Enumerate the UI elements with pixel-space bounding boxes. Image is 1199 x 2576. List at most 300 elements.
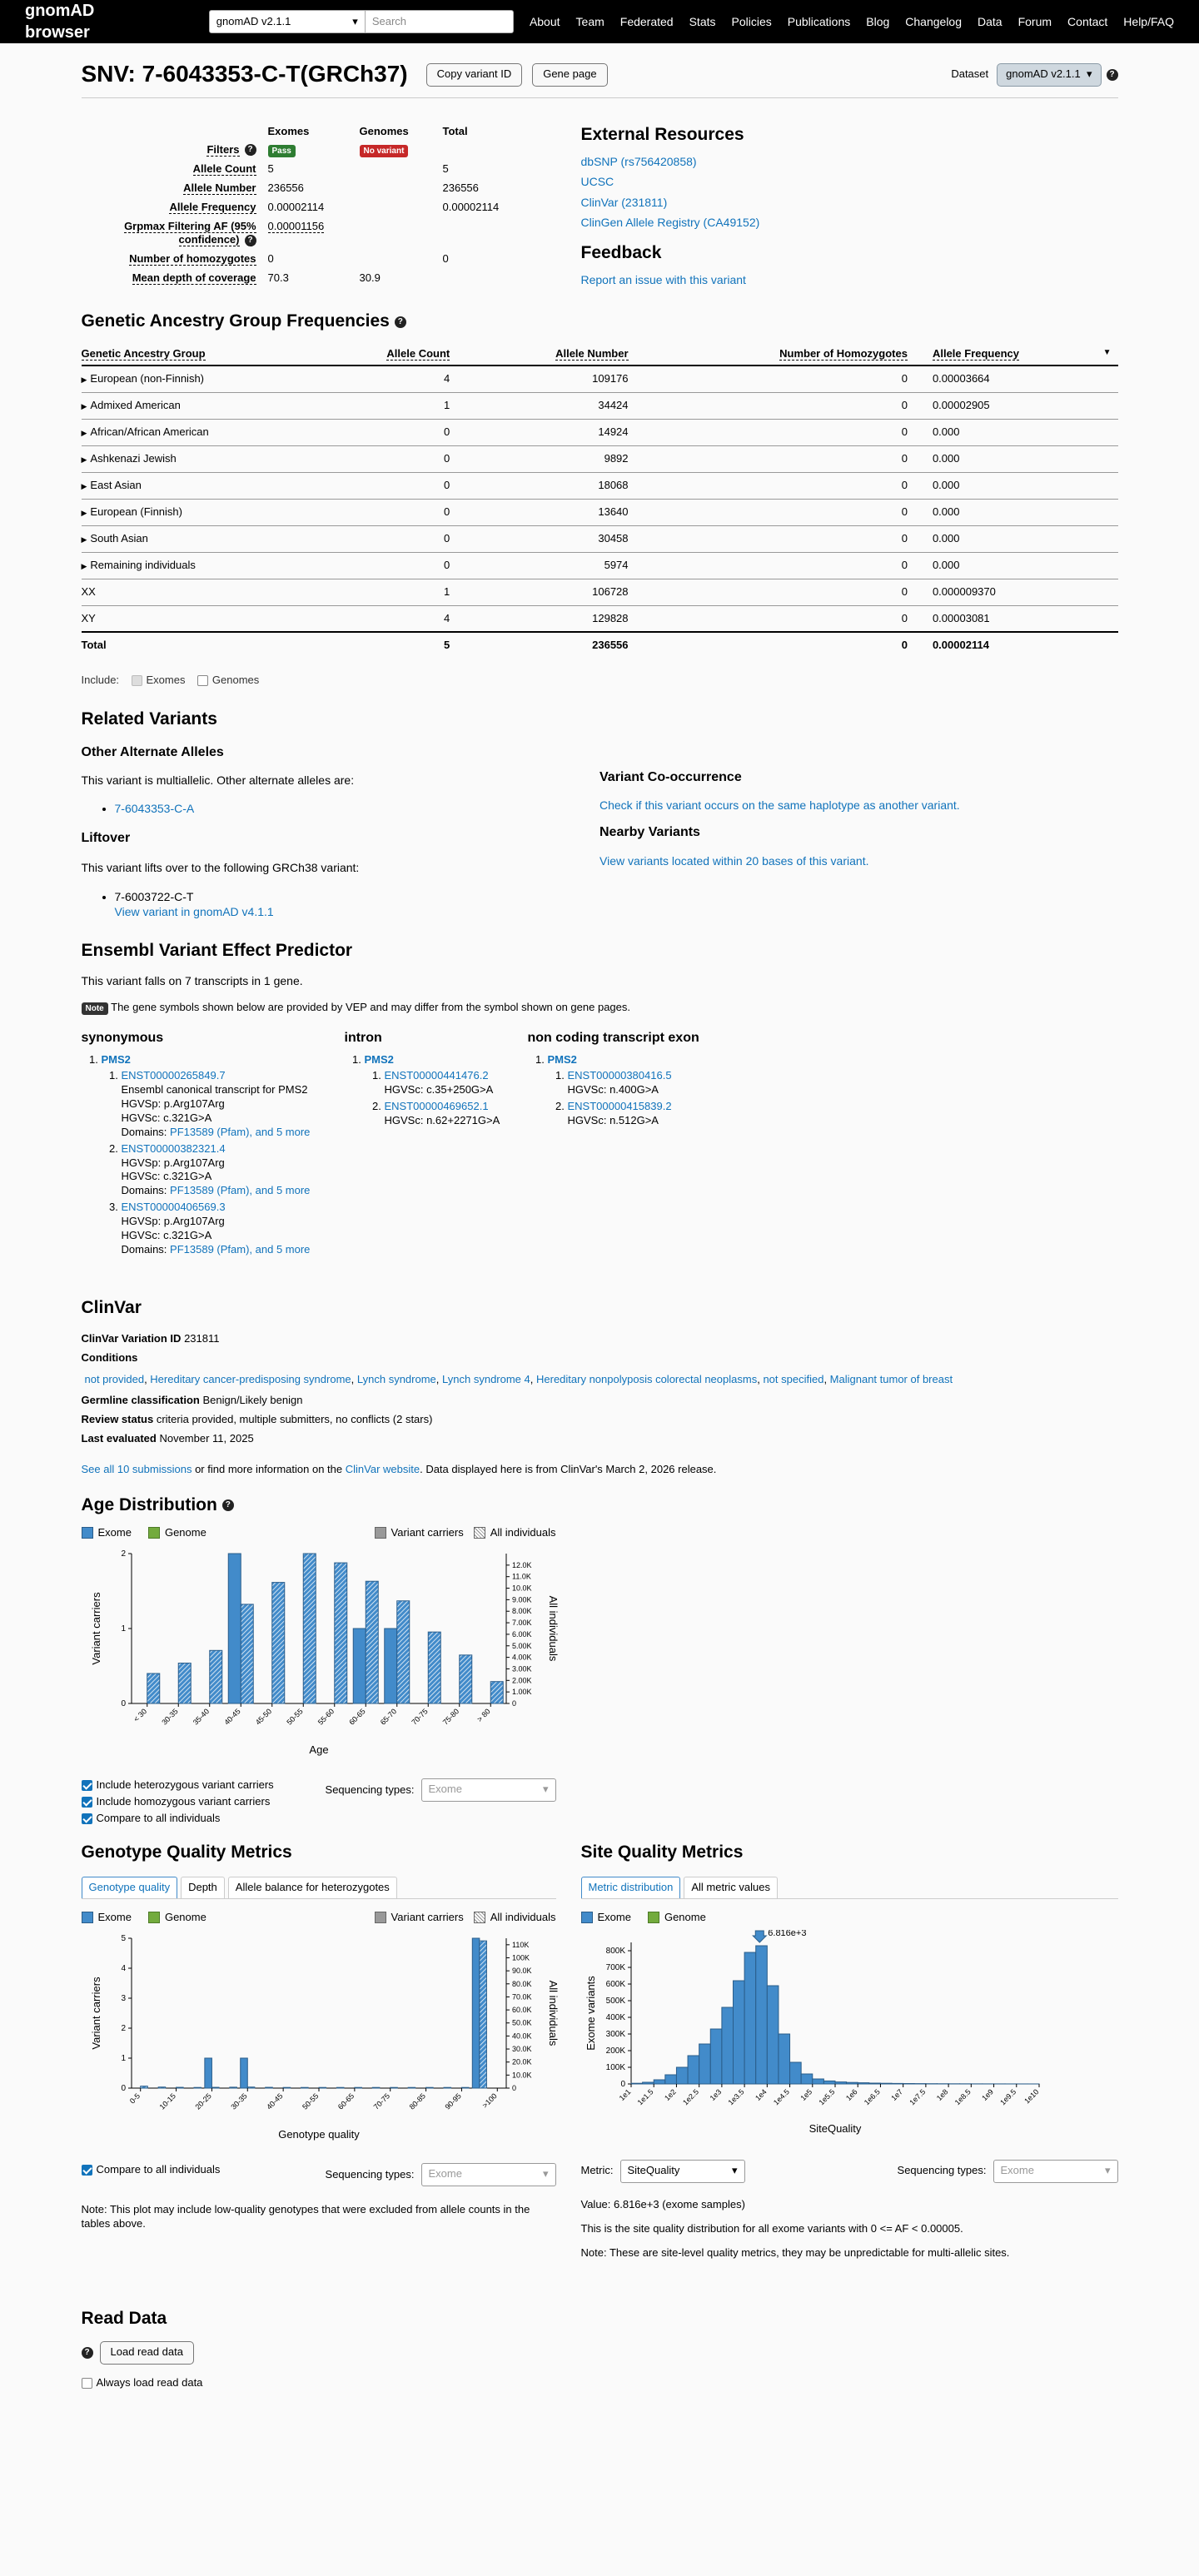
y2-tick-label: 30.0K [511,2044,532,2053]
y2-tick-label: 50.0K [511,2018,532,2027]
x-tick-label: 1e6.5 [862,2087,882,2107]
x-axis-label: Age [308,1743,329,1756]
x-tick-label: 1e2.5 [680,2087,700,2107]
table-row[interactable]: ▶ European (Finnish) 0 13640 0 0.000 [82,499,1118,525]
gq-compare-all-checkbox[interactable] [82,2165,92,2176]
y-axis-label: Variant carriers [89,1977,102,2050]
report-issue-link[interactable]: Report an issue with this variant [580,273,746,287]
expand-icon[interactable]: ▶ [81,561,87,570]
y-tick-label: 5 [120,1933,126,1943]
table-row: XX 1 106728 0 0.000009370 [82,579,1118,605]
condition-link[interactable]: Lynch syndrome 4 [442,1372,530,1385]
help-icon[interactable]: ? [82,2347,93,2359]
y2-tick-label: 70.0K [511,1992,532,2002]
all-individuals-bar [334,1563,346,1703]
condition-link[interactable]: Malignant tumor of breast [829,1372,953,1385]
related-variants: Related Variants Other Alternate Alleles This variant is multiallelic. Other alternate alleles are: • 7-6043353-C-A Liftover This variant lifts over to the following GRCh38 variant: • 7-6003722-C-T View variant in gnomAD v4.1.1 Variant Co-occurrence Check if this variant occurs on the same haplotype as another variant. Nearby Variants View variants located within 20 bases of this variant. [82,708,1118,919]
x-tick-label: 20-25 [192,2091,213,2111]
all-individuals-bar [390,2087,397,2088]
all-individuals-bar [178,1663,191,1703]
x-tick-label: 1e7 [888,2087,904,2102]
sq-bar [654,2080,665,2084]
sq-bar [892,2083,903,2084]
freq-row: Grpmax Filtering AF (95% confidence) ? 0.00001156 [124,219,325,246]
y-tick-label: 400K [605,2012,625,2022]
x-tick-label: 1e4.5 [771,2087,791,2107]
transcript-item: 1. ENST00000265849.7 Ensembl canonical transcript for PMS2 HGVSp: p.Arg107Arg HGVSc: c.321G>A Domains: PF13589 (Pfam), and 5 more [122,1069,345,1139]
all-individuals-bar [396,1600,409,1703]
x-tick-label: 90-95 [442,2091,463,2111]
sq-bar [733,1981,744,2084]
all-individuals-bar [283,2087,291,2088]
domains-link[interactable]: PF13589 (Pfam), and 5 more [170,1184,311,1197]
expand-icon[interactable]: ▶ [81,508,87,517]
gene-link[interactable]: PMS2 [101,1053,131,1067]
sq-bar [664,2075,676,2084]
note-badge: Note [82,1002,108,1015]
all-individuals-bar [301,2087,308,2088]
help-icon[interactable]: ? [1107,69,1118,81]
x-tick-label: < 30 [132,1707,148,1723]
freq-row: Allele Frequency 0.00002114 0.00002114 [169,200,500,213]
legend-exome-swatch[interactable] [581,1912,593,1923]
y2-tick-label: 9.00K [511,1595,532,1604]
all-individuals-bar [461,2087,469,2088]
help-icon[interactable]: ? [245,144,256,156]
clinvar-website-link[interactable]: ClinVar website [345,1462,420,1475]
y2-axis-label: All individuals [546,1595,560,1662]
sq-bar [710,2029,722,2084]
all-individuals-bar [241,1604,253,1703]
all-individuals-bar [140,2086,147,2087]
table-row[interactable]: ▶ European (non-Finnish) 4 109176 0 0.00003664 [82,366,1118,392]
legend-all-swatch[interactable] [474,1912,485,1923]
all-individuals-bar [319,2087,326,2088]
y2-axis-label: All individuals [546,1980,560,2046]
gene-link[interactable]: PMS2 [364,1053,394,1067]
clinvar-section: ClinVar ClinVar Variation ID 231811 Conditions not provided, Hereditary cancer-predisposing syndrome, Lynch syndrome, Lynch syndrome 4, Hereditary nonpolyposis colorectal neoplasms, not specified, Malignant tumor of breast Germline classification Benign/Likely benign Review status criteria provided, multiple submitters, no conflicts (2 stars) Last evaluated November 11, 2025 See all 10 submissions or find more information on the ClinVar website. Data displayed here is from ClinVar's March 2, 2026 release. [81,1297,953,1475]
x-tick-label: 30-35 [159,1707,180,1727]
y2-tick-label: 40.0K [511,2031,532,2041]
y-tick-label: 800K [605,1946,625,1956]
sort-desc-icon: ▼ [1102,348,1112,358]
ancestry-table [82,344,1118,659]
carrier-bar [353,1629,366,1703]
y-tick-label: 0 [120,2083,126,2093]
x-tick-label: 60-65 [346,1707,367,1727]
transcript-link[interactable]: ENST00000382321.4 [121,1141,226,1155]
legend-exome-swatch[interactable] [82,1527,93,1539]
table-row[interactable]: ▶ South Asian 0 30458 0 0.000 [82,525,1118,552]
page-header [82,43,1118,98]
sq-bar [642,2082,654,2084]
het-carriers-checkbox[interactable] [82,1780,92,1791]
age-chart [82,1545,581,1770]
top-nav [0,0,1199,43]
nav-link-changelog[interactable]: Changelog [905,14,963,28]
always-load-checkbox[interactable] [82,2378,92,2389]
y2-tick-label: 3.00K [511,1664,532,1673]
expand-icon[interactable]: ▶ [81,401,87,410]
x-tick-label: 1e9 [979,2087,995,2102]
brand-logo[interactable]: gnomAD browser [25,2,95,42]
help-icon[interactable]: ? [245,235,256,246]
y2-tick-label: 60.0K [511,2005,532,2014]
ancestry-section: Genetic Ancestry Group Frequencies ? Genetic Ancestry Group Allele Count Allele Number Number of Homozygotes Allele Frequency ▼ ▶ European (non-Finnish) 4 109176 0 0.00003664 ▶ Admixed American 1 34424 0 0.00002905 ▶ African/African American 0 14924 0 0.000 ▶ Ashkenazi Jewish 0 9892 0 0.000 ▶ East Asian 0 18068 0 0.000 ▶ European (Finnish) 0 13640 0 0.000 ▶ South Asian 0 30458 0 0.000 ▶ Remaining individuals 0 5974 0 0.000 XX 1 106728 0 0.000009370 XY 4 129828 0 0.00003081 Total 5 236556 0 0.00002114 Include: Exomes Genomes [82,310,1118,688]
legend-all-swatch[interactable] [474,1527,485,1539]
x-tick-label: 70-75 [409,1707,430,1727]
freq-row: Allele Number 236556 236556 [183,181,479,194]
see-all-submissions-link[interactable]: See all 10 submissions [81,1462,192,1475]
sq-tab[interactable]: Metric distribution [581,1877,681,1898]
y-tick-label: 2 [120,2023,126,2033]
y-tick-label: 300K [605,2029,625,2039]
gene-link[interactable]: PMS2 [547,1053,577,1067]
y-tick-label: 500K [605,1996,625,2006]
transcript-link[interactable]: ENST00000441476.2 [384,1069,489,1082]
legend-genome-swatch[interactable] [648,1912,659,1923]
expand-icon[interactable]: ▶ [81,428,87,437]
genotype-quality-chart [82,1930,581,2155]
all-individuals-bar [271,1582,284,1703]
condition-link[interactable]: not specified [763,1372,824,1385]
vep-section: Ensembl Variant Effect Predictor This variant falls on 7 transcripts in 1 gene. Note The gene symbols shown below are provided by VEP and may differ from the symbol shown on gene pages. synonymous 1. PMS2 1. ENST00000265849.7 Ensembl canonical transcript for PMS2 HGVSp: p.Arg107Arg HGVSc: c.321G>A Domains: PF13589 (Pfam), and 5 more 2. ENST00000382321.4 HGVSp: p.Arg107Arg HGVSc: c.321G>A Domains: PF13589 (Pfam), and 5 more 3. ENST00000406569.3 HGVSp: p.Arg107Arg HGVSc: c.321G>A Domains: PF13589 (Pfam), and 5 more intron 1. PMS2 1. ENST00000441476.2 HGVSc: c.35+250G>A 2. ENST00000469652.1 HGVSc: n.62+2271G>A non coding transcript exon 1. PMS2 1. ENST00000380416.5 HGVSc: n.400G>A 2. ENST00000415839.2 HGVSc: n.512G>A [82,939,1118,1260]
y2-tick-label: 90.0K [511,1966,532,1975]
x-tick-label: 1e8.5 [953,2087,973,2107]
all-individuals-bar [229,2087,236,2088]
all-individuals-bar [428,1632,440,1703]
help-icon[interactable]: ? [395,316,406,328]
all-individuals-bar [336,2087,344,2088]
compare-all-checkbox[interactable] [82,1813,92,1824]
sq-bar [767,1986,779,2084]
y2-tick-label: 12.0K [511,1560,532,1569]
y-tick-label: 600K [605,1979,625,1989]
metric-select[interactable]: SiteQuality ▾ [620,2160,745,2183]
gq-sequencing-select[interactable]: Exome ▾ [421,2163,556,2186]
nav-link-team[interactable]: Team [575,14,604,28]
y2-tick-label: 0 [511,1698,516,1708]
y-tick-label: 2 [120,1549,126,1559]
x-tick-label: 1e9.5 [998,2087,1017,2107]
y-tick-label: 3 [120,1993,126,2003]
all-individuals-bar [211,2087,219,2088]
sq-bar [631,2083,643,2084]
nav-link-about[interactable]: About [529,14,560,28]
condition-link[interactable]: not provided [84,1372,145,1385]
pass-badge: Pass [268,145,296,157]
nav-link-policies[interactable]: Policies [731,14,772,28]
domains-link[interactable]: PF13589 (Pfam), and 5 more [170,1242,311,1256]
y2-tick-label: 110K [511,1940,529,1949]
table-row[interactable]: ▶ East Asian 0 18068 0 0.000 [82,472,1118,499]
table-row: XY 4 129828 0 0.00003081 [82,605,1118,632]
gq-tab[interactable]: Depth [181,1877,225,1898]
y2-tick-label: 10.0K [511,2071,532,2080]
x-axis-label: SiteQuality [808,2121,861,2135]
expand-icon[interactable]: ▶ [81,375,87,385]
y2-tick-label: 2.00K [511,1676,532,1685]
freq-row: Number of homozygotes 0 0 [129,252,449,266]
table-row[interactable]: ▶ Admixed American 1 34424 0 0.00002905 [82,392,1118,419]
legend-exome-swatch[interactable] [82,1912,93,1923]
x-tick-label: 50-55 [284,1707,305,1727]
page-title: SNV: 7-6043353-C-T(GRCh37) [81,61,408,87]
all-individuals-bar [194,2087,201,2088]
include-genomes-checkbox[interactable] [197,675,208,686]
x-tick-label: 35-40 [191,1707,211,1727]
nav-link-blog[interactable]: Blog [866,14,890,28]
y-tick-label: 200K [605,2046,625,2056]
x-tick-label: 30-35 [228,2091,249,2111]
sq-bar [778,2034,789,2084]
sq-bar [744,1952,756,2084]
expand-icon[interactable]: ▶ [81,535,87,544]
sq-bar [846,2082,858,2084]
transcript-item: 1. ENST00000380416.5 HGVSc: n.400G>A [568,1069,794,1097]
all-individuals-bar [354,2087,361,2088]
marker-arrow-icon [753,1931,766,1942]
nav-link-publications[interactable]: Publications [787,14,851,28]
domains-link[interactable]: PF13589 (Pfam), and 5 more [170,1125,311,1138]
ancestry-col-header[interactable]: Allele Number [475,344,653,366]
cooccurrence-link[interactable]: Check if this variant occurs on the same haplotype as another variant. [600,798,960,813]
freq-row: Allele Count 5 5 [192,162,449,175]
ancestry-col-header[interactable]: Allele Count [314,344,475,366]
read-data-section: Read Data ? Load read data Always load read data [81,2308,203,2389]
table-row[interactable]: ▶ Ashkenazi Jewish 0 9892 0 0.000 [82,445,1118,472]
legend-carriers-swatch[interactable] [375,1527,386,1539]
nav-link-stats[interactable]: Stats [689,14,716,28]
sq-bar [858,2082,869,2083]
all-individuals-bar [158,2086,166,2087]
nav-link-contact[interactable]: Contact [1067,14,1108,28]
condition-link[interactable]: Hereditary nonpolyposis colorectal neoplasms [536,1372,758,1385]
freq-row: Mean depth of coverage 70.3 30.9 [132,271,381,285]
quality-metrics [82,1841,1118,2260]
y2-tick-label: 5.00K [511,1641,532,1650]
sq-bar [721,2007,733,2084]
all-individuals-bar [490,1681,503,1703]
ancestry-col-header[interactable]: Number of Homozygotes [654,344,933,366]
vep-group: synonymous 1. PMS2 1. ENST00000265849.7 Ensembl canonical transcript for PMS2 HGVSp: p.Arg107Arg HGVSc: c.321G>A Domains: PF13589 (Pfam), and 5 more 2. ENST00000382321.4 HGVSp: p.Arg107Arg HGVSc: c.321G>A Domains: PF13589 (Pfam), and 5 more 3. ENST00000406569.3 HGVSp: p.Arg107Arg HGVSc: c.321G>A Domains: PF13589 (Pfam), and 5 more [82,1030,345,1260]
sq-bar [812,2079,823,2084]
sq-bar [835,2081,847,2083]
copy-variant-id-button[interactable]: Copy variant ID [426,63,523,87]
carrier-bar [240,2058,247,2088]
condition-link[interactable]: Lynch syndrome [356,1372,436,1385]
vep-group: non coding transcript exon 1. PMS2 1. ENST00000380416.5 HGVSc: n.400G>A 2. ENST00000415839.2 HGVSc: n.512G>A [528,1030,794,1260]
y-tick-label: 700K [605,1962,625,1972]
x-tick-label: > 80 [475,1707,492,1723]
table-row[interactable]: ▶ African/African American 0 14924 0 0.000 [82,419,1118,445]
legend-genome-swatch[interactable] [148,1912,160,1923]
condition-link[interactable]: Hereditary cancer-predisposing syndrome [150,1372,351,1385]
dataset-selector: Dataset gnomAD v2.1.1 ▾ ? [951,63,1117,87]
x-tick-label: 1e7.5 [907,2087,927,2107]
x-axis-label: Genotype quality [277,2127,360,2141]
carrier-bar [204,2058,211,2088]
nav-link-helpfaq[interactable]: Help/FAQ [1123,14,1174,28]
sq-bar [868,2083,880,2084]
all-individuals-bar [147,1673,159,1703]
nearby-variants-link[interactable]: View variants located within 20 bases of this variant. [600,854,869,868]
transcript-item: 1. ENST00000441476.2 HGVSc: c.35+250G>A [385,1069,528,1097]
x-tick-label: 65-70 [378,1707,398,1727]
all-individuals-bar [209,1650,221,1703]
transcript-link[interactable]: ENST00000380416.5 [567,1069,672,1082]
sq-bar [676,2067,688,2084]
genotype-quality-section: Genotype Quality Metrics Genotype quality Depth Allele balance for heterozygotes Exome Genome Variant carriers All individuals 0 1 2 3 4 5 0 10.0K 20.0K 30.0K 40.0K 50.0K 60.0K 70.0K 80.0K 90.0K 100K 110K 0-5 10-15 20-25 30-35 40-45 50-55 60-65 70-75 80-85 90-95 >100 Genotype quality Variant carriers All individuals Compare to all individuals Sequencing types: Exome ▾ Note: This plot may include low-quality genotypes that were excluded from allele counts in the tables above. [82,1841,581,2260]
y-axis-label: Variant carriers [89,1592,102,1665]
nav-links [514,14,1174,29]
external-link[interactable]: ClinVar (231811) [580,195,668,209]
sq-tab[interactable]: All metric values [684,1877,778,1898]
y2-tick-label: 100K [511,1953,530,1962]
y-tick-label: 0 [619,2079,625,2089]
y2-tick-label: 8.00K [511,1606,532,1615]
y2-tick-label: 6.00K [511,1629,532,1639]
external-link[interactable]: ClinGen Allele Registry (CA49152) [580,215,760,229]
site-quality-section: Site Quality Metrics Metric distribution All metric values Exome Genome 0 100K 200K 300K 400K 500K 600K 700K 800K 1e1 1e1.5 1e2 1e2.5 1e3 1e3.5 1e4 1e4.5 1e5 1e5.5 1e6 1e6.5 1e7 1e7.5 1e8 1e8.5 1e9 1e9.5 1e10 6.816e+3 SiteQuality Exome variants Metric: SiteQuality ▾ Sequencing types: Exome ▾ Value: 6.816e+3 (exome samples) This is the site quality distribution for all exome variants with 0 <= AF < 0.00005. Note: These are site-level quality metrics, they may be unpredictable for multi-allelic sites. [581,1841,1118,2260]
transcript-link[interactable]: ENST00000406569.3 [121,1201,226,1214]
all-individuals-bar [247,2086,255,2087]
frequency-table: Exomes Genomes Total Filters ? Pass No variant Allele Count 5 5 Allele Number 236556 236556 Allele Frequency 0.00002114 0.00002114 Grpmax Filtering AF (95% confidence) ? 0.00001156 Number of homozygotes 0 0 Mean depth of coverage 70.3 30.9 [82,123,535,288]
x-tick-label: 1e3.5 [726,2087,746,2107]
x-tick-label: 45-50 [253,1707,273,1727]
transcript-item: 2. ENST00000415839.2 HGVSc: n.512G>A [568,1100,794,1128]
carrier-bar [228,1554,241,1703]
legend-carriers-swatch[interactable] [375,1912,386,1923]
y-tick-label: 1 [120,1624,126,1634]
y2-tick-label: 4.00K [511,1653,532,1662]
sq-bar [789,2062,801,2084]
x-tick-label: 60-65 [336,2091,356,2111]
y-axis-label: Exome variants [584,1975,597,2051]
sq-bar [903,2083,914,2084]
transcript-item: 2. ENST00000382321.4 HGVSp: p.Arg107Arg HGVSc: c.321G>A Domains: PF13589 (Pfam), and 5 more [122,1142,345,1199]
all-individuals-bar [459,1655,471,1703]
nav-link-forum[interactable]: Forum [1017,14,1052,28]
x-tick-label: 50-55 [300,2091,320,2111]
liftover-link[interactable]: View variant in gnomAD v4.1.1 [114,904,274,918]
load-read-data-button[interactable]: Load read data [100,2341,194,2365]
x-tick-label: 80-85 [407,2091,427,2111]
legend-genome-swatch[interactable] [148,1527,160,1539]
y-tick-label: 100K [605,2062,625,2072]
x-tick-label: 1e1 [617,2087,632,2102]
x-tick-label: >100 [480,2091,499,2110]
all-individuals-bar [176,2087,183,2088]
include-toggles: Include: Exomes Genomes [81,674,260,687]
gq-tab[interactable]: Allele balance for heterozygotes [228,1877,397,1898]
transcript-item: 3. ENST00000406569.3 HGVSp: p.Arg107Arg HGVSc: c.321G>A Domains: PF13589 (Pfam), and 5 more [122,1201,345,1257]
ancestry-col-header[interactable]: Allele Frequency ▼ [933,344,1118,366]
all-individuals-bar [303,1554,316,1703]
external-resources: External Resources dbSNP (rs756420858) UCSC ClinVar (231811) ClinGen Allele Registry (CA49152) Feedback Report an issue with this variant [580,125,760,287]
transcript-item: 2. ENST00000469652.1 HGVSc: n.62+2271G>A [385,1100,528,1128]
x-tick-label: 1e1.5 [635,2087,655,2107]
all-individuals-bar [366,1581,378,1703]
x-tick-label: 75-80 [440,1707,460,1727]
nav-link-data[interactable]: Data [978,14,1002,28]
age-sequencing-select[interactable]: Exome ▾ [421,1778,556,1802]
gene-page-button[interactable]: Gene page [532,63,607,87]
expand-icon[interactable]: ▶ [81,481,87,490]
other-allele-link[interactable]: 7-6043353-C-A [114,802,195,816]
sq-bar [880,2083,892,2084]
all-individuals-bar [408,2087,415,2088]
y2-tick-label: 1.00K [511,1687,532,1696]
transcript-link[interactable]: ENST00000265849.7 [121,1069,226,1082]
y2-tick-label: 7.00K [511,1618,532,1627]
y-tick-label: 1 [120,2053,126,2063]
y-tick-label: 0 [120,1698,126,1708]
dataset-select[interactable]: gnomAD v2.1.1 ▾ [997,63,1101,87]
sq-bar [688,2056,699,2084]
x-tick-label: 1e4 [753,2087,769,2102]
age-distribution-section: Age Distribution ? Exome Genome Variant carriers All individuals 0 1 2 0 1.00K 2.00K 3.00K 4.00K 5.00K 6.00K 7.00K 8.00K 9.00K 10.0K 11.0K 12.0K < 30 30-35 35-40 40-45 45-50 50-55 55-60 60-65 65-70 70-75 75-80 > 80 Age Variant carriers All individuals Include heterozygous variant carriers Include homozygous variant carriers Compare to all individuals Sequencing types: Exome ▾ [82,1494,1118,1826]
frequency-table-section [82,123,581,288]
transcript-link[interactable]: ENST00000469652.1 [384,1099,489,1112]
site-quality-chart [581,1930,1060,2146]
sq-sequencing-select[interactable]: Exome ▾ [993,2160,1118,2183]
all-individuals-bar [265,2087,272,2088]
ancestry-col-header[interactable]: Genetic Ancestry Group [82,344,315,366]
include-exomes-checkbox[interactable] [132,675,142,686]
help-icon[interactable]: ? [222,1499,234,1511]
x-tick-label: 1e2 [662,2087,678,2102]
y2-tick-label: 10.0K [511,1584,532,1593]
x-tick-label: 1e3 [708,2087,723,2102]
sq-bar [801,2074,813,2084]
external-link[interactable]: dbSNP (rs756420858) [580,155,697,169]
all-individuals-bar [372,2087,380,2088]
transcript-link[interactable]: ENST00000415839.2 [567,1099,672,1112]
hom-carriers-checkbox[interactable] [82,1797,92,1808]
x-tick-label: 0-5 [127,2091,142,2106]
y-tick-label: 4 [120,1963,126,1973]
x-tick-label: 1e10 [1022,2087,1040,2106]
x-tick-label: 1e5 [798,2087,813,2102]
sq-bar [699,2044,710,2084]
carrier-bar [384,1629,396,1703]
y2-tick-label: 0 [511,2083,516,2092]
table-row[interactable]: ▶ Remaining individuals 0 5974 0 0.000 [82,552,1118,579]
x-tick-label: 10-15 [157,2091,177,2111]
y2-tick-label: 11.0K [511,1572,531,1581]
vep-group: intron 1. PMS2 1. ENST00000441476.2 HGVSc: c.35+250G>A 2. ENST00000469652.1 HGVSc: n.62+2271G>A [345,1030,528,1260]
all-individuals-bar [479,1941,486,2088]
nav-search-input[interactable]: Search [366,10,514,33]
gq-tab[interactable]: Genotype quality [82,1877,178,1898]
nav-dataset-select[interactable]: gnomAD v2.1.1 ▾ [209,10,366,33]
sq-bar [823,2081,835,2084]
all-individuals-bar [444,2087,451,2088]
x-tick-label: 40-45 [264,2091,285,2111]
x-tick-label: 1e6 [843,2087,859,2102]
x-tick-label: 40-45 [221,1707,242,1727]
external-link[interactable]: UCSC [580,175,614,189]
table-row: Total 5 236556 0 0.00002114 [82,632,1118,659]
expand-icon[interactable]: ▶ [81,455,87,464]
chevron-down-icon: ▾ [352,14,358,27]
nav-link-federated[interactable]: Federated [619,14,674,28]
x-tick-label: 1e8 [934,2087,950,2102]
x-tick-label: 1e5.5 [816,2087,836,2107]
x-tick-label: 55-60 [316,1707,336,1727]
all-individuals-bar [425,2087,433,2088]
